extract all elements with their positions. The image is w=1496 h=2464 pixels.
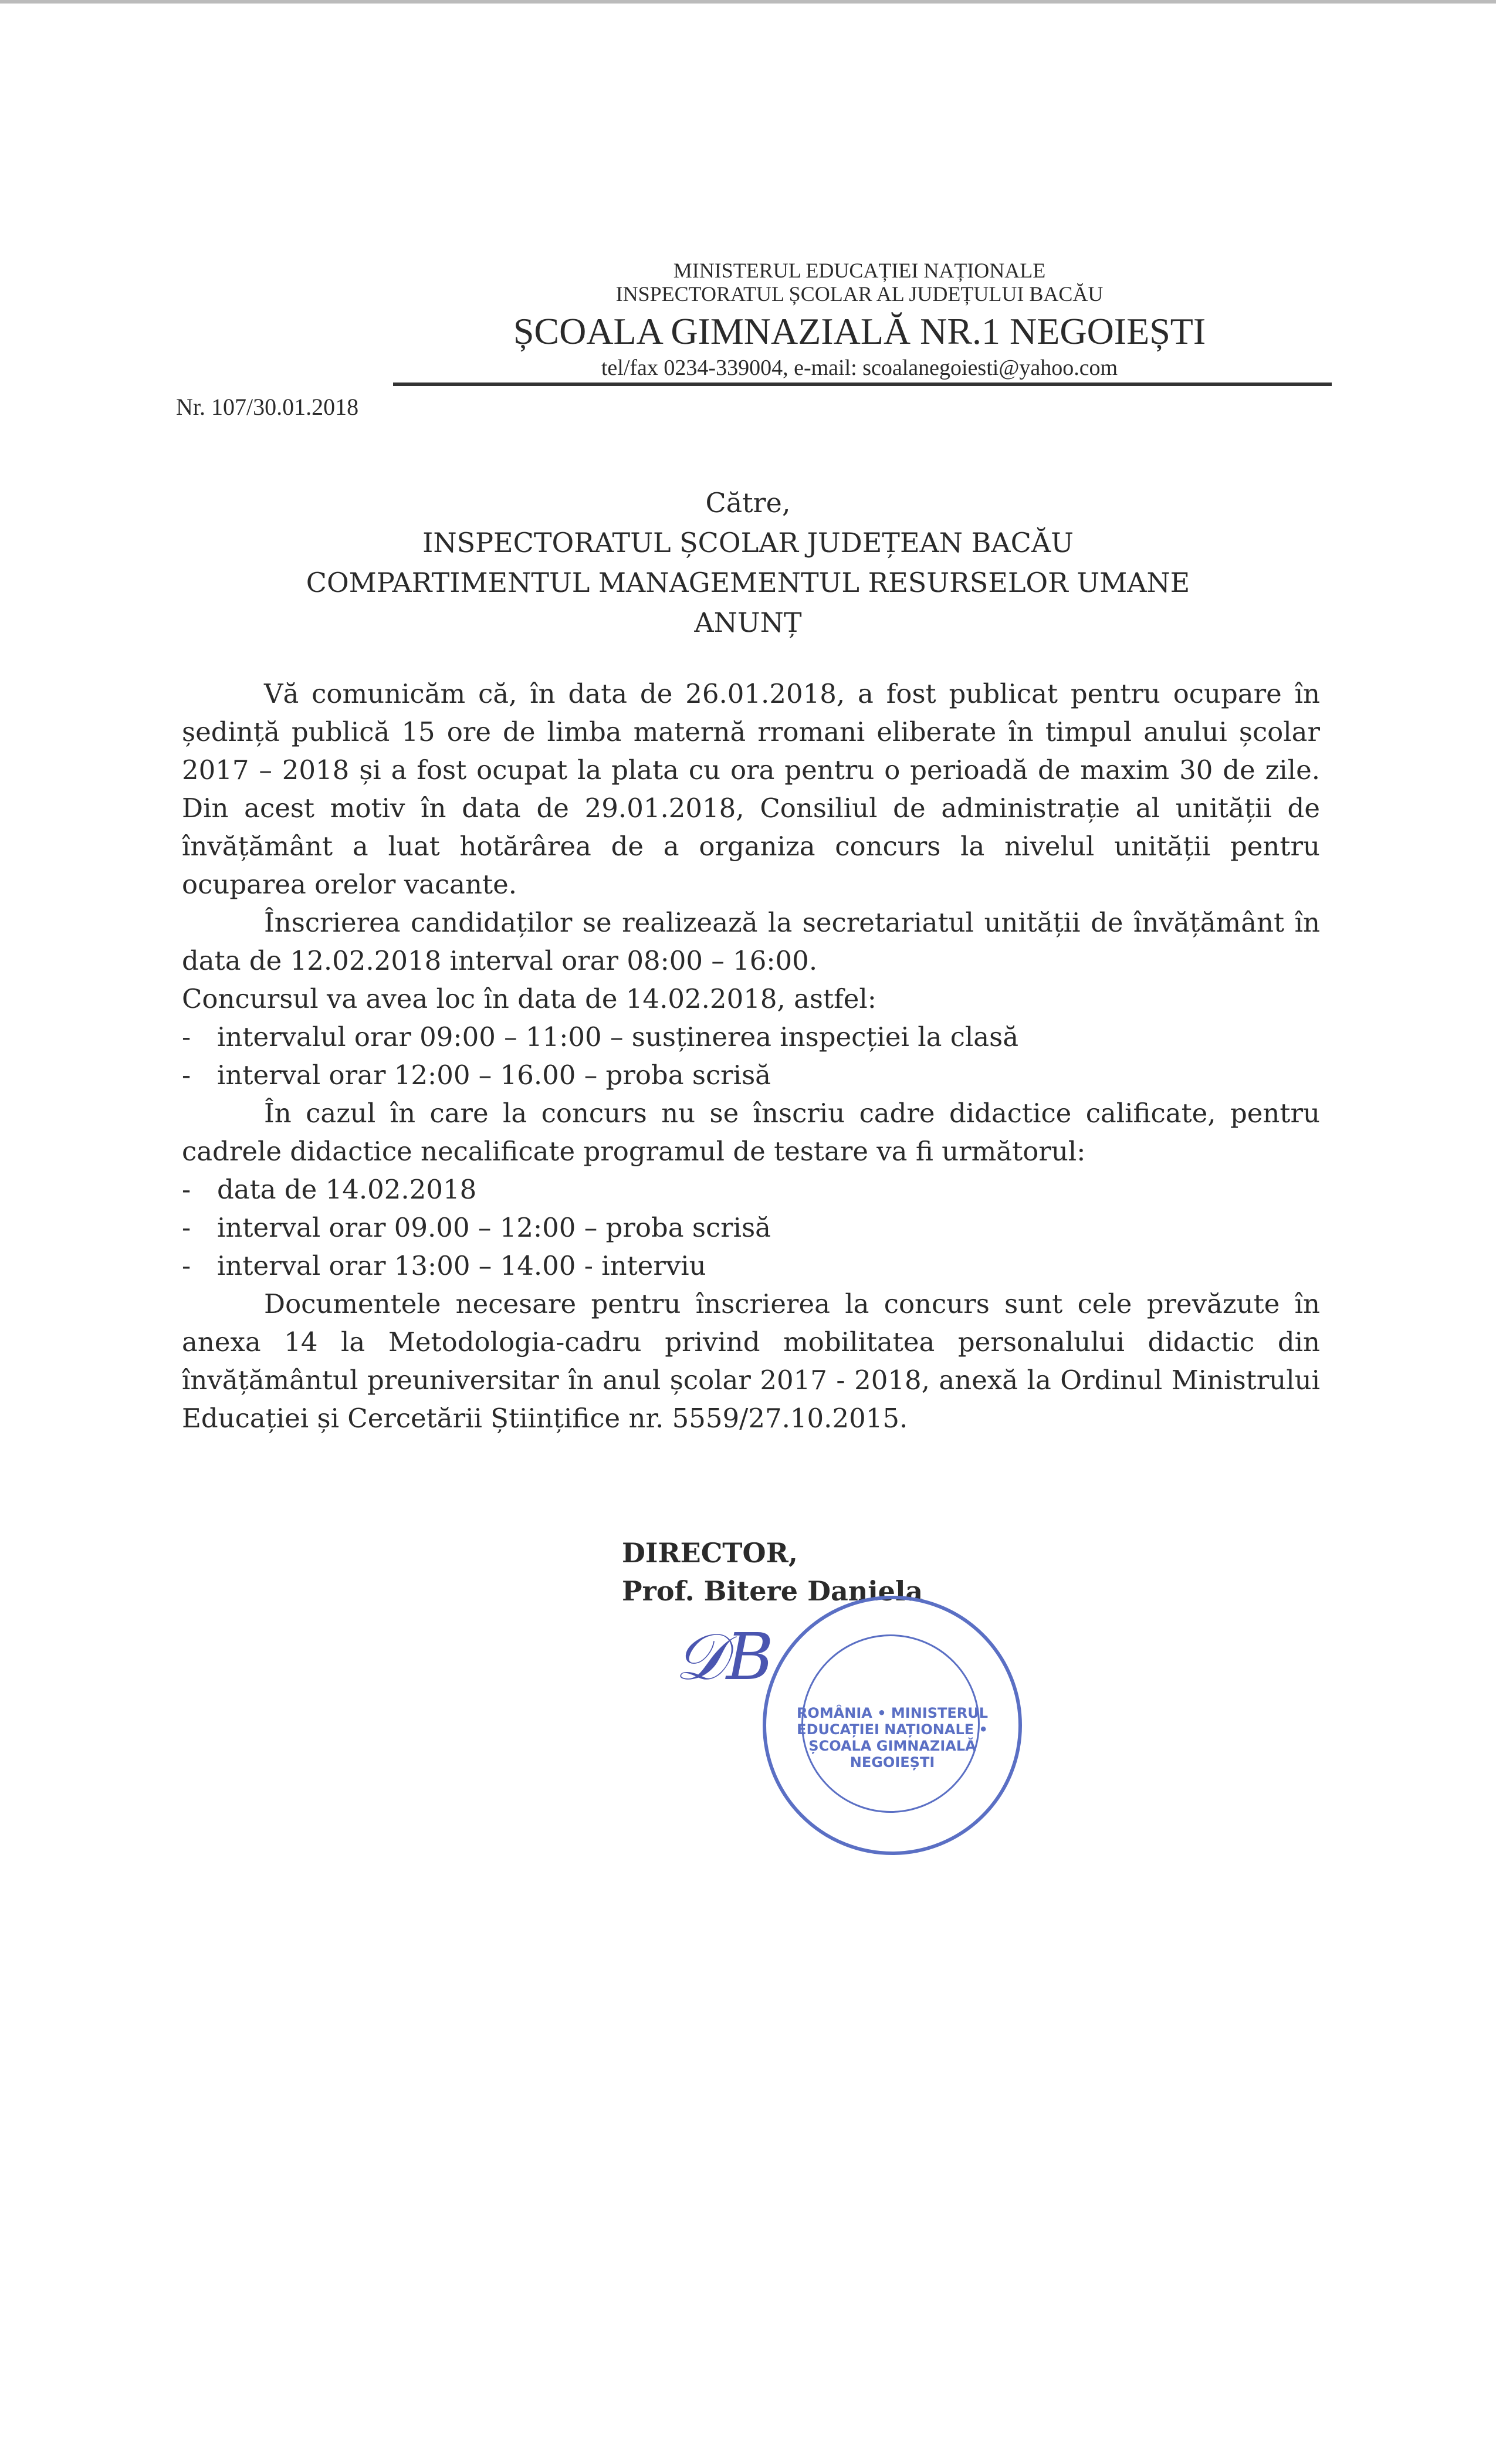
list-item-text: interval orar 13:00 – 14.00 - interviu bbox=[217, 1250, 706, 1281]
addressee-to: Către, bbox=[705, 487, 791, 519]
ministry-name: MINISTERUL EDUCAȚIEI NAȚIONALE bbox=[673, 259, 1046, 282]
bullet-dash: - bbox=[182, 1174, 191, 1205]
bullet-dash: - bbox=[182, 1060, 191, 1091]
signature-role: DIRECTOR, bbox=[622, 1537, 798, 1569]
list-item-text: data de 14.02.2018 bbox=[217, 1174, 477, 1205]
document-title: ANUNȚ bbox=[694, 607, 802, 638]
list-item-text: interval orar 09.00 – 12:00 – proba scrisă bbox=[217, 1212, 771, 1243]
school-name: ȘCOALA GIMNAZIALĂ NR.1 NEGOIEȘTI bbox=[513, 310, 1206, 352]
handwritten-signature: 𝒟𝐵 bbox=[675, 1619, 774, 1694]
paragraph-exam-date: Concursul va avea loc în data de 14.02.2018, astfel: bbox=[182, 983, 876, 1014]
bullet-dash: - bbox=[182, 1021, 191, 1052]
signature-name: Prof. Bitere Daniela bbox=[622, 1575, 923, 1607]
paragraph-unqualified: În cazul în care la concurs nu se înscriu cadre didactice calificate, pentru cadrele didactice necalificate programul de testare va fi următorul: bbox=[182, 1098, 1320, 1167]
official-stamp bbox=[763, 1596, 1022, 1855]
list-item bbox=[182, 1209, 1320, 1247]
school-contact: tel/fax 0234-339004, e-mail: scoalanegoiesti@yahoo.com bbox=[601, 356, 1118, 380]
inspectorate-name: INSPECTORATUL ȘCOLAR AL JUDEȚULUI BACĂU bbox=[615, 282, 1104, 306]
addressee-line1: INSPECTORATUL ȘCOLAR JUDEȚEAN BACĂU bbox=[422, 527, 1074, 559]
list-item bbox=[182, 1018, 1320, 1056]
scan-edge bbox=[0, 0, 1496, 4]
list-item-text: intervalul orar 09:00 – 11:00 – susținerea inspecției la clasă bbox=[217, 1021, 1019, 1052]
reference-number: Nr. 107/30.01.2018 bbox=[176, 394, 359, 420]
paragraph-registration: Înscrierea candidaților se realizează la secretariatul unității de învățământ în data de 12.02.2018 interval orar 08:00 – 16:00. bbox=[182, 907, 1320, 976]
paragraph-announcement: Vă comunicăm că, în data de 26.01.2018, a fost publicat pentru ocupare în ședință publică 15 ore de limba maternă rromani eliberate în timpul anului școlar 2017 – 2018 și a fost ocupat la plata cu ora pentru o perioadă de maxim 30 de zile. Din acest motiv în data de 29.01.2018, Consiliul de administrație al unității de învățământ a luat hotărârea de a organiza concurs la nivelul unității pentru ocuparea orelor vacante. bbox=[182, 678, 1320, 900]
header-rule bbox=[393, 383, 1332, 386]
list-item bbox=[182, 1247, 1320, 1285]
paragraph-documents: Documentele necesare pentru înscrierea la concurs sunt cele prevăzute în anexa 14 la Metodologia-cadru privind mobilitatea personalului didactic din învățământul preuniversitar în anul școlar 2017 - 2018, anexă la Ordinul Ministrului Educației și Cercetării Științifice nr. 5559/27.10.2015. bbox=[182, 1288, 1320, 1434]
list-item bbox=[182, 1056, 1320, 1094]
document-body bbox=[182, 675, 1320, 1437]
addressee-line2: COMPARTIMENTUL MANAGEMENTUL RESURSELOR UMANE bbox=[306, 567, 1190, 598]
bullet-dash: - bbox=[182, 1212, 191, 1243]
bullet-dash: - bbox=[182, 1250, 191, 1281]
list-item bbox=[182, 1170, 1320, 1209]
list-item-text: interval orar 12:00 – 16.00 – proba scrisă bbox=[217, 1060, 771, 1091]
stamp-text: ROMÂNIA • MINISTERUL EDUCAȚIEI NAȚIONALE • ȘCOALA GIMNAZIALĂ NEGOIEȘTI bbox=[796, 1705, 989, 1771]
